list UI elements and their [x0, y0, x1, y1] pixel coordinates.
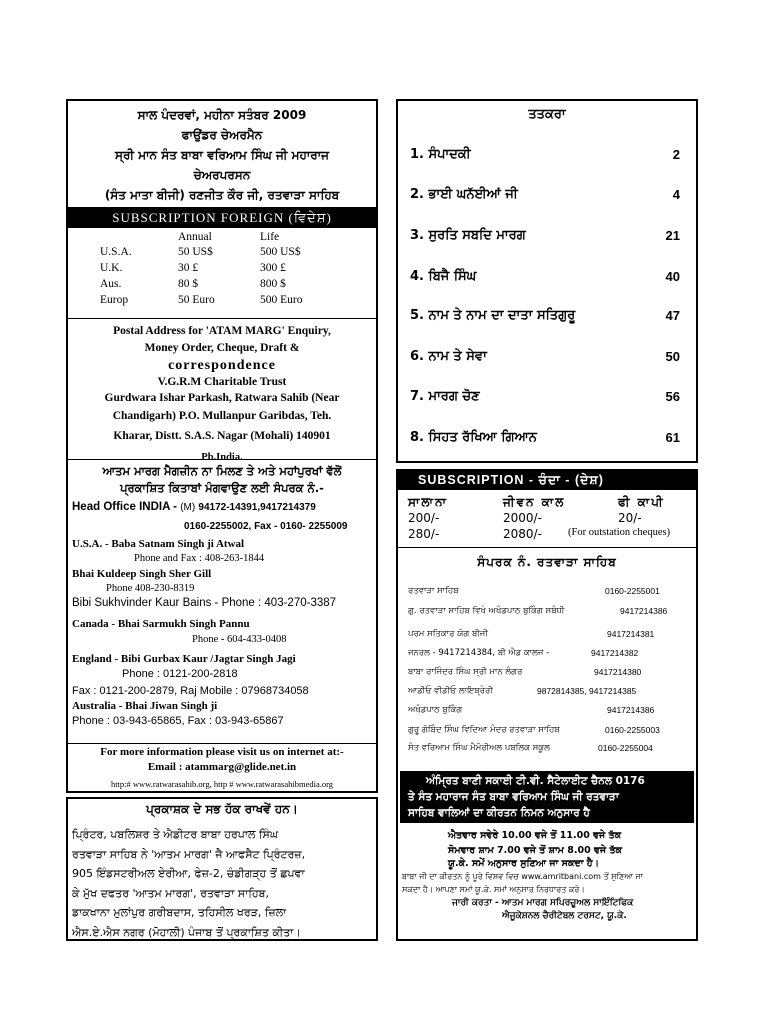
publisher-line-5: ਡਾਕਖਾਨਾ ਮੁਲਾਂਪੁਰ ਗਰੀਬਦਾਸ, ਤਹਿਸੀਲ ਖਰੜ, ਜ਼ਿਲਾ — [72, 906, 287, 919]
lifetime-col: ਜੀਵਨ ਕਾਲ — [503, 495, 566, 509]
sampark-number: 9417214382 — [591, 648, 639, 658]
sampark-label: ਆਡੀਓ ਵੀਡੀਓ ਲਾਇਬ੍ਰੇਰੀ — [408, 686, 493, 696]
tv-line-1: ਅੰਮ੍ਰਿਤ ਬਾਣੀ ਸਕਾਈ ਟੀ.ਵੀ. ਸੈਟੇਲਾਈਟ ਚੈਨਲ 0176 — [426, 775, 645, 787]
sukhvinder-contact: Bibi Sukhvinder Kaur Bains - Phone : 403-270-3387 — [72, 597, 337, 609]
head-office-label: Head Office INDIA - — [72, 501, 178, 513]
sampark-label: ਬਾਬਾ ਰਾਜਿੰਦਰ ਸਿੰਘ ਸ੍ਰੀ ਮਾਨ ਲੰਗਰ — [408, 667, 523, 677]
postal-line-5: Gurdwara Ishar Parkash, Ratwara Sahib (Near — [104, 392, 340, 404]
schedule-uk-time: ਯੂ.ਕੇ. ਸਮੇਂ ਅਨੁਸਾਰ ਸੁਣਿਆ ਜਾ ਸਕਦਾ ਹੈ। — [448, 858, 600, 869]
country: U.K. — [100, 262, 123, 274]
sampark-number: 9417214380 — [594, 667, 642, 677]
lifetime-value-2: 2080/- — [503, 527, 542, 541]
foreign-rate-row — [68, 294, 376, 310]
toc-item[interactable] — [410, 147, 680, 162]
usa-contact: U.S.A. - Baba Satnam Singh ji Atwal — [72, 538, 245, 550]
toc-item-label: 5. ਨਾਮ ਤੇ ਨਾਮ ਦਾ ਦਾਤਾ ਸਤਿਗੁਰੂ — [410, 308, 576, 323]
country: U.S.A. — [100, 246, 132, 258]
head-office-line — [72, 500, 372, 515]
tv-line-3: ਸਾਹਿਬ ਵਾਲਿਆਂ ਦਾ ਕੀਰਤਨ ਨਿਮਨ ਅਨੁਸਾਰ ਹੈ — [408, 807, 590, 819]
england-contact: England - Bibi Gurbax Kaur /Jagtar Singh Jagi — [72, 653, 296, 665]
publisher-box — [66, 797, 378, 941]
sampark-number: 0160-2255001 — [605, 586, 660, 596]
publisher-line-4: ਕੇ ਮੁੱਖ ਦਫਤਰ 'ਆਤਮ ਮਾਰਗ', ਰਤਵਾੜਾ ਸਾਹਿਬ, — [72, 886, 270, 900]
subscription-india-box — [396, 469, 698, 941]
sampark-number: 9417214386 — [607, 705, 655, 715]
chairperson-name: (ਸੰਤ ਮਾਤਾ ਬੀਜੀ) ਰਣਜੀਤ ਕੌਰ ਜੀ, ਰਤਵਾੜਾ ਸਾਹਿਬ — [104, 188, 340, 202]
england-fax: Fax : 0121-200-2879, Raj Mobile : 07968734058 — [72, 685, 309, 697]
founder-name: ਸ੍ਰੀ ਮਾਨ ਸੰਤ ਬਾਬਾ ਵਰਿਆਮ ਸਿੰਘ ਜੀ ਮਹਾਰਾਜ — [114, 148, 330, 162]
toc-item-label: 1. ਸੰਪਾਦਕੀ — [410, 147, 471, 162]
annual-rate: 80 $ — [178, 278, 199, 290]
contacts-heading-2: ਪ੍ਰਕਾਸ਼ਿਤ ਕਿਤਾਬਾਂ ਮੰਗਵਾਉਣ ਲਈ ਸੰਪਰਕ ਨੰ.- — [120, 481, 324, 495]
toc-item[interactable] — [410, 308, 680, 323]
postal-line-7: Kharar, Distt. S.A.S. Nagar (Mohali) 140901 — [113, 430, 331, 442]
toc-item-page: 56 — [665, 389, 680, 404]
publisher-heading: ਪ੍ਰਕਾਸ਼ਕ ਦੇ ਸਭ ਹੱਕ ਰਾਖਵੇਂ ਹਨ। — [146, 802, 298, 816]
contacts-block — [72, 463, 372, 729]
toc-item-page: 40 — [665, 269, 680, 284]
life-rate: 800 $ — [260, 278, 286, 290]
sampark-label: ਰਤਵਾੜਾ ਸਾਹਿਬ — [408, 586, 459, 596]
lifetime-value-1: 2000/- — [503, 511, 542, 525]
foreign-rate-row — [68, 278, 376, 294]
toc-item-label: 6. ਨਾਮ ਤੇ ਸੇਵਾ — [410, 349, 487, 364]
kuldeep-phone: Phone 408-230-8319 — [106, 582, 195, 594]
toc-item-page: 2 — [672, 147, 680, 162]
sampark-title: ਸੰਪਰਕ ਨੰ. ਰਤਵਾੜਾ ਸਾਹਿਬ — [477, 555, 617, 569]
email-line[interactable]: Email : atammarg@glide.net.in — [147, 761, 297, 773]
contacts-heading-1: ਆਤਮ ਮਾਰਗ ਮੈਗਜ਼ੀਨ ਨਾ ਮਿਲਣ ਤੇ ਅਤੇ ਮਹਾਂਪੁਰਖਾਂ ਵੱਲੋਂ — [102, 464, 342, 478]
publisher-line-2: ਰਤਵਾੜਾ ਸਾਹਿਬ ਨੇ 'ਆਤਮ ਮਾਰਗ' ਜੈ ਆਫਸੈਟ ਪ੍ਰਿੰਟਰਜ਼, — [72, 847, 306, 861]
publisher-line-3: 905 ਇੰਡਸਟਰੀਅਲ ਏਰੀਆ, ਫੇਜ਼-2, ਚੰਡੀਗੜ੍ਹ ਤੋਂ ਛਪਵਾ — [72, 867, 305, 880]
postal-line-8: Pb.India. — [201, 452, 243, 463]
annual-header: Annual — [178, 231, 212, 243]
publisher-text — [68, 825, 376, 942]
internet-line-1: For more information please visit us on internet at:- — [100, 746, 344, 758]
publisher-line-6: ਐਸ.ਏ.ਐਸ ਨਗਰ (ਮੋਹਾਲੀ) ਪੰਜਾਬ ਤੋਂ ਪ੍ਰਕਾਸ਼ਿਤ ਕੀਤਾ। — [72, 925, 301, 939]
toc-item[interactable] — [410, 430, 680, 445]
annual-value-1: 200/- — [408, 511, 440, 525]
kuldeep-contact: Bhai Kuldeep Singh Sher Gill — [72, 568, 212, 580]
sampark-label: ਜਨਰਲ - 9417214384, ਬੀ ਐਡ ਕਾਲਜ - — [408, 648, 550, 658]
sampark-label: ਗੁ. ਰਤਵਾੜਾ ਸਾਹਿਬ ਵਿਖੇ ਅਖੰਡਪਾਠ ਬੁਕਿੰਗ ਸਬੰਧੀ — [408, 606, 565, 616]
toc-item-label: 8. ਸਿਹਤ ਰੱਖਿਆ ਗਿਆਨ — [410, 430, 537, 445]
toc-item-label: 7. ਮਾਰਗ ਚੋਣ — [410, 389, 480, 404]
annual-rate: 30 £ — [178, 262, 199, 274]
canada-contact: Canada - Bhai Sarmukh Singh Pannu — [72, 618, 250, 630]
sampark-label: ਪਰਮ ਸਤਿਕਾਰ ਯੋਗ ਬੀਜੀ — [408, 629, 488, 639]
postal-line-1: Postal Address for 'ATAM MARG' Enquiry, — [113, 325, 331, 337]
sampark-number: 9417214386 — [620, 606, 668, 616]
toc-item[interactable] — [410, 349, 680, 364]
per-copy-col: ਫੀ ਕਾਪੀ — [618, 495, 665, 509]
foreign-rate-row — [68, 262, 376, 278]
chairperson-heading: ਚੇਅਰਪਰਸਨ — [193, 168, 251, 182]
toc-item-label: 2. ਭਾਈ ਘਨੱਈਆਂ ਜੀ — [410, 187, 518, 202]
internet-block — [68, 745, 376, 792]
sampark-number: 0160-2255004 — [598, 743, 653, 753]
postal-address-block — [68, 323, 376, 469]
outstation-note: (For outstation cheques) — [568, 527, 671, 538]
life-rate: 500 US$ — [260, 246, 301, 258]
publisher-line-1: ਪ੍ਰਿੰਟਰ, ਪਬਲਿਸ਼ਰ ਤੇ ਐਡੀਟਰ ਬਾਬਾ ਹਰਪਾਲ ਸਿੰਘ — [72, 828, 279, 841]
country: Europ — [100, 294, 129, 306]
toc-item-label: 3. ਸੁਰਤਿ ਸਬਦਿ ਮਾਰਗ — [410, 228, 526, 243]
head-office-m: (M) — [180, 502, 196, 513]
online-note-2: ਸਕਦਾ ਹੈ। ਆਪਣਾ ਸਮਾਂ ਯੂ.ਕੇ. ਸਮਾਂ ਅਨੁਸਾਰ ਨਿਰਧਾਰਤ ਕਰੋ। — [402, 885, 585, 894]
canada-phone: Phone - 604-433-0408 — [192, 634, 287, 645]
sampark-label: ਸੰਤ ਵਰਿਆਮ ਸਿੰਘ ਮੈਮੋਰੀਅਲ ਪਬਲਿਕ ਸਕੂਲ — [408, 743, 550, 753]
england-phone: Phone : 0121-200-2818 — [122, 668, 238, 680]
sampark-number: 9417214381 — [607, 629, 655, 639]
tv-banner — [400, 771, 694, 823]
online-note-1: ਬਾਬਾ ਜੀ ਦਾ ਕੀਰਤਨ ਨੂੰ ਪੂਰੇ ਵਿਸ਼ਵ ਵਿਚ www.amritbani.com ਤੋਂ ਸੁਣਿਆ ਜਾ — [402, 872, 644, 881]
head-office-numbers: 94172-14391,9417214379 — [198, 502, 316, 513]
tv-schedule — [398, 827, 696, 922]
annual-col: ਸਾਲਾਨਾ — [408, 495, 448, 509]
australia-phone: Phone : 03-943-65865, Fax : 03-943-65867 — [72, 715, 284, 727]
annual-value-2: 280/- — [408, 527, 440, 541]
issuer-line-2: ਐਜੂਕੇਸ਼ਨਲ ਚੈਰੀਟੇਬਲ ਟਰਸਟ, ਯੂ.ਕੇ. — [502, 911, 627, 921]
life-rate: 300 £ — [260, 262, 286, 274]
toc-item-page: 4 — [672, 187, 680, 202]
schedule-monday: ਸੋਮਵਾਰ ਸ਼ਾਮ 7.00 ਵਜੇ ਤੋਂ ਸ਼ਾਮ 8.00 ਵਜੇ ਤੱਕ — [448, 845, 622, 856]
subscription-india-table — [408, 495, 692, 543]
issuer-line-1: ਜਾਰੀ ਕਰਤਾ - ਆਤਮ ਮਾਰਗ ਸਪਿਰਚੂਅਲ ਸਾਇੰਟਿਫਿਕ — [452, 898, 634, 908]
toc-box — [396, 99, 698, 463]
usa-phone: Phone and Fax : 408-263-1844 — [134, 552, 265, 564]
australia-contact: Australia - Bhai Jiwan Singh ji — [72, 700, 218, 712]
subscription-india-title: SUBSCRIPTION - ਚੰਦਾ - (ਦੇਸ਼) — [398, 471, 696, 490]
foreign-rate-row — [68, 246, 376, 262]
founder-chairman-heading: ਫਾਉਂਡਰ ਚੇਅਰਮੈਨ — [181, 128, 263, 142]
toc-item-page: 61 — [665, 430, 680, 445]
toc-item-page: 50 — [665, 349, 680, 364]
toc-item[interactable] — [410, 187, 680, 202]
annual-rate: 50 US$ — [178, 246, 213, 258]
annual-rate: 50 Euro — [178, 294, 215, 306]
postal-line-6: Chandigarh) P.O. Mullanpur Garibdas, Teh. — [112, 410, 332, 422]
toc-item[interactable] — [410, 228, 680, 243]
subscription-foreign-table — [68, 231, 376, 310]
issue-line: ਸਾਲ ਪੰਦਰਵਾਂ, ਮਹੀਨਾ ਸਤੰਬਰ 2009 — [137, 108, 307, 122]
toc-item-page: 21 — [665, 228, 680, 243]
per-copy-value-1: 20/- — [618, 511, 642, 525]
postal-line-2: Money Order, Cheque, Draft & — [144, 342, 300, 354]
left-info-box — [66, 99, 378, 793]
life-rate: 500 Euro — [260, 294, 303, 306]
postal-line-4: V.G.R.M Charitable Trust — [157, 376, 287, 388]
toc-title: ਤਤਕਰਾ — [528, 107, 566, 122]
sampark-label: ਅਖੰਡਪਾਠ ਬੁਕਿੰਗ — [408, 705, 463, 715]
website-line[interactable]: http:# www.ratwarasahib.org, http # www.ratwarasahibmedia.org — [110, 779, 334, 789]
head-office-line-2: 0160-2255002, Fax - 0160- 2255009 — [184, 521, 348, 532]
toc-item[interactable] — [410, 269, 680, 284]
sampark-number: 0160-2255003 — [605, 725, 660, 735]
toc-item-label: 4. ਬਿਜੈ ਸਿੰਘ — [410, 269, 477, 284]
toc-item-page: 47 — [665, 308, 680, 323]
subscription-foreign-title: SUBSCRIPTION FOREIGN (ਵਿਦੇਸ਼) — [68, 207, 376, 228]
sampark-number: 9872814385, 9417214385 — [537, 686, 637, 696]
postal-line-3: correspondence — [168, 358, 276, 373]
tv-line-2: ਤੇ ਸੰਤ ਮਹਾਰਾਜ ਸੰਤ ਬਾਬਾ ਵਰਿਆਮ ਸਿੰਘ ਜੀ ਰਤਵਾੜਾ — [408, 791, 619, 803]
life-header: Life — [260, 231, 280, 243]
toc-item[interactable] — [410, 389, 680, 404]
country: Aus. — [100, 278, 122, 290]
sampark-label: ਗੁਰੂ ਗੋਬਿੰਦ ਸਿੰਘ ਵਿਦਿਆ ਮੰਦਰ ਰਤਵਾੜਾ ਸਾਹਿਬ — [408, 725, 560, 735]
schedule-sunday: ਐਤਵਾਰ ਸਵੇਰੇ 10.00 ਵਜੇ ਤੋਂ 11.00 ਵਜੇ ਤੱਕ — [448, 830, 622, 841]
